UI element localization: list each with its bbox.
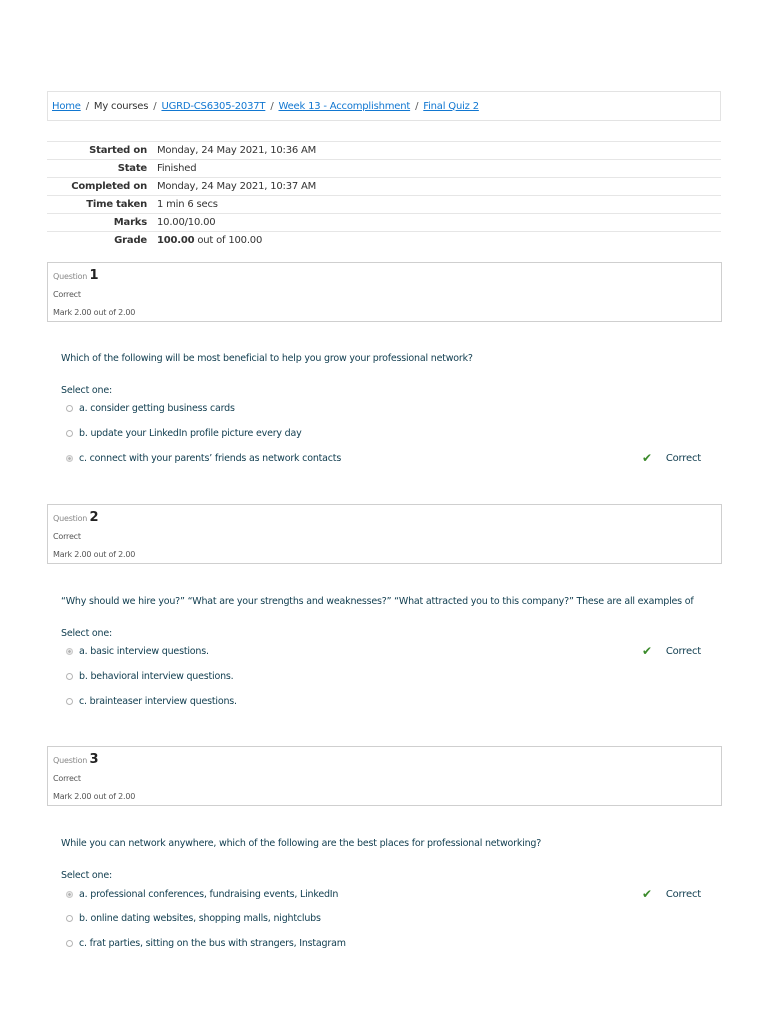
correct-label: Correct — [665, 452, 701, 464]
radio-button-selected[interactable] — [66, 455, 73, 462]
correct-label: Correct — [665, 888, 701, 900]
breadcrumb-week-link[interactable]: Week 13 - Accomplishment — [278, 100, 411, 112]
breadcrumb-separator: / — [153, 100, 157, 112]
answer-label: b. behavioral interview questions. — [79, 671, 234, 682]
summary-value — [157, 232, 721, 250]
answer-option[interactable] — [66, 938, 346, 949]
grade-total: out of 100.00 — [194, 235, 263, 246]
answer-option[interactable] — [66, 403, 235, 414]
answer-label: a. consider getting business cards — [79, 403, 235, 414]
grade-value: 100.00 — [157, 235, 195, 246]
question-number: 3 — [89, 752, 99, 767]
answer-option[interactable] — [66, 453, 341, 464]
radio-button-selected[interactable] — [66, 891, 73, 898]
summary-row — [47, 196, 721, 214]
summary-label: Completed on — [47, 178, 157, 196]
summary-label: Time taken — [47, 196, 157, 214]
select-one-label-1: Select one: — [61, 385, 113, 396]
question-mark: Mark 2.00 out of 2.00 — [53, 308, 136, 317]
answer-option[interactable] — [66, 671, 234, 682]
radio-button-selected[interactable] — [66, 648, 73, 655]
correct-feedback — [642, 451, 701, 465]
quiz-summary-table — [47, 141, 721, 249]
question-info-2 — [47, 504, 722, 564]
answer-label: a. professional conferences, fundraising events, LinkedIn — [79, 889, 339, 900]
summary-label: Marks — [47, 214, 157, 232]
question-label: Question — [53, 756, 88, 765]
question-label: Question — [53, 272, 88, 281]
radio-button[interactable] — [66, 673, 73, 680]
breadcrumb-separator: / — [270, 100, 274, 112]
question-label: Question — [53, 514, 88, 523]
summary-row — [47, 178, 721, 196]
correct-feedback — [642, 644, 701, 658]
summary-row — [47, 232, 721, 250]
question-text-2: “Why should we hire you?” “What are your strengths and weaknesses?” “What attracted you to this company?” These are all examples of — [61, 596, 694, 607]
summary-label: State — [47, 160, 157, 178]
summary-row — [47, 214, 721, 232]
answer-option[interactable] — [66, 913, 321, 924]
check-icon: ✔ — [642, 887, 652, 901]
answer-label: c. connect with your parents’ friends as network contacts — [79, 453, 342, 464]
answer-option[interactable] — [66, 889, 338, 900]
answer-label: c. brainteaser interview questions. — [79, 696, 237, 707]
question-state: Correct — [53, 290, 81, 299]
question-state: Correct — [53, 532, 81, 541]
summary-row — [47, 160, 721, 178]
answer-label: b. online dating websites, shopping malls, nightclubs — [79, 913, 321, 924]
correct-label: Correct — [665, 645, 701, 657]
question-info-1 — [47, 262, 722, 322]
summary-value: Monday, 24 May 2021, 10:36 AM — [157, 142, 721, 160]
summary-label: Started on — [47, 142, 157, 160]
question-mark: Mark 2.00 out of 2.00 — [53, 792, 136, 801]
question-number: 1 — [89, 268, 99, 283]
breadcrumb-course-link[interactable]: UGRD-CS6305-2037T — [161, 100, 266, 112]
select-one-label-3: Select one: — [61, 870, 113, 881]
answer-option[interactable] — [66, 428, 302, 439]
answer-label: b. update your LinkedIn profile picture every day — [79, 428, 302, 439]
breadcrumb-separator: / — [85, 100, 89, 112]
summary-value: 1 min 6 secs — [157, 196, 721, 214]
radio-button[interactable] — [66, 940, 73, 947]
question-state: Correct — [53, 774, 81, 783]
breadcrumb-home-link[interactable]: Home — [52, 100, 81, 112]
check-icon: ✔ — [642, 451, 652, 465]
answer-label: c. frat parties, sitting on the bus with strangers, Instagram — [79, 938, 346, 949]
question-mark: Mark 2.00 out of 2.00 — [53, 550, 136, 559]
answer-option[interactable] — [66, 646, 209, 657]
summary-value: Finished — [157, 160, 721, 178]
radio-button[interactable] — [66, 698, 73, 705]
radio-button[interactable] — [66, 405, 73, 412]
radio-button[interactable] — [66, 915, 73, 922]
question-info-3 — [47, 746, 722, 806]
question-text-1: Which of the following will be most beneficial to help you grow your professional network? — [61, 353, 473, 364]
summary-row — [47, 142, 721, 160]
answer-option[interactable] — [66, 696, 237, 707]
summary-value: 10.00/10.00 — [157, 214, 721, 232]
question-number: 2 — [89, 510, 99, 525]
breadcrumb-my-courses: My courses — [93, 100, 149, 112]
summary-label: Grade — [47, 232, 157, 250]
question-text-3: While you can network anywhere, which of the following are the best places for professional networking? — [61, 838, 542, 849]
select-one-label-2: Select one: — [61, 628, 113, 639]
breadcrumb-separator: / — [415, 100, 419, 112]
answer-label: a. basic interview questions. — [79, 646, 209, 657]
summary-value: Monday, 24 May 2021, 10:37 AM — [157, 178, 721, 196]
correct-feedback — [642, 887, 701, 901]
check-icon: ✔ — [642, 644, 652, 658]
breadcrumb — [47, 91, 721, 121]
breadcrumb-quiz-link[interactable]: Final Quiz 2 — [423, 100, 479, 112]
radio-button[interactable] — [66, 430, 73, 437]
